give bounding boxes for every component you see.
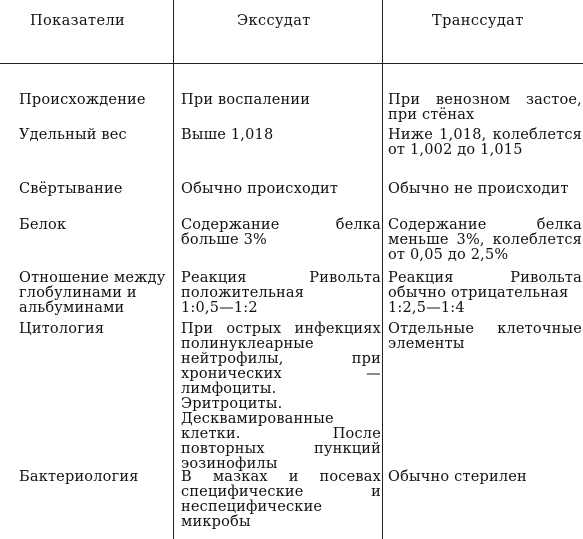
row-3-indicator: Свёртывание	[19, 181, 123, 197]
row-5-transudate: Реакция Ривольта обычно отрицательная 1:2,5—1:4	[388, 270, 582, 316]
row-6-indicator: Цитология	[19, 321, 105, 337]
row-1-indicator: Происхождение	[19, 92, 146, 108]
row-7-indicator: Бактериология	[19, 469, 139, 485]
row-4-transudate: Содержание белка меньше 3%, колеблется от 0,05 до 2,5%	[388, 217, 582, 263]
row-2-indicator: Удельный вес	[19, 127, 127, 143]
row-7-exudate: В мазках и посевах специфические и неспецифические микробы	[181, 469, 381, 530]
column-divider-2	[382, 0, 383, 539]
row-3-exudate: Обычно происходит	[181, 181, 339, 197]
header-transudate: Транссудат	[432, 13, 524, 29]
row-7-transudate: Обычно стерилен	[388, 469, 527, 485]
row-6-exudate: При острых инфекциях полинуклеарные нейтрофилы, при хронических — лимфоциты. Эритроциты. Десквамированные клетки. После повторных пункций эозинофилы	[181, 321, 381, 472]
row-6-transudate: Отдельные клеточные элементы	[388, 321, 582, 352]
row-5-exudate: Реакция Ривольта положительная 1:0,5—1:2	[181, 270, 381, 316]
header-indicators: Показатели	[30, 13, 126, 29]
row-5-indicator: Отношение между глобулинами и альбуминами	[19, 270, 166, 316]
row-2-exudate: Выше 1,018	[181, 127, 274, 143]
column-divider-1	[173, 0, 174, 539]
row-4-indicator: Белок	[19, 217, 67, 233]
row-1-transudate: При венозном застое, при стёнах	[388, 92, 582, 123]
row-4-exudate: Содержание белка больше 3%	[181, 217, 381, 248]
row-3-transudate: Обычно не происходит	[388, 181, 569, 197]
row-1-exudate: При воспалении	[181, 92, 311, 108]
row-2-transudate: Ниже 1,018, колеблется от 1,002 до 1,015	[388, 127, 582, 158]
header-exudate: Экссудат	[237, 13, 311, 29]
header-divider	[0, 63, 583, 64]
